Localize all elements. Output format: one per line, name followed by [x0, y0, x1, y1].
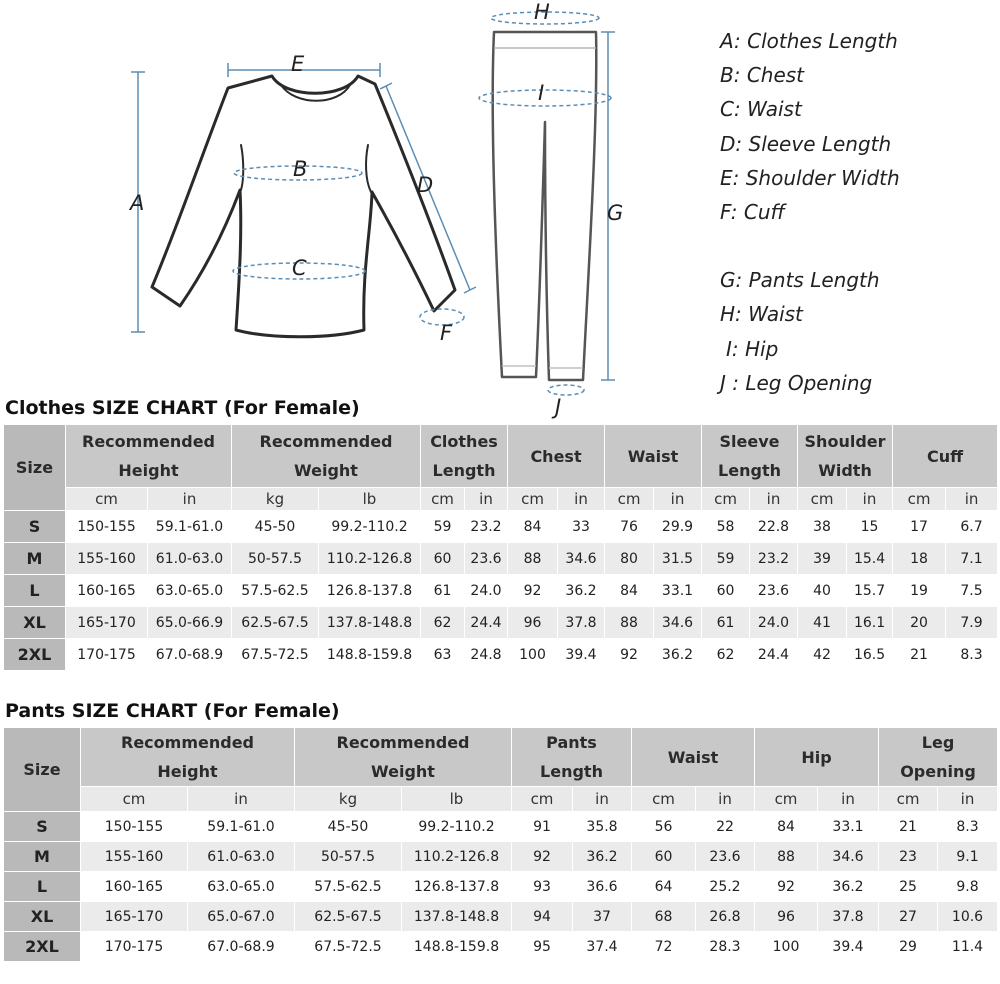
table-cell: 23.2: [750, 543, 798, 575]
table-cell: 60: [632, 842, 696, 872]
table-row: [4, 932, 998, 962]
unit-header: in: [465, 488, 508, 511]
table-cell: 160-165: [81, 872, 188, 902]
table-cell: 40: [798, 575, 847, 607]
table-cell: 84: [755, 812, 818, 842]
table-cell: 67.5-72.5: [232, 639, 319, 671]
size-cell: XL: [4, 902, 81, 932]
table-cell: 36.2: [654, 639, 702, 671]
table-cell: 80: [605, 543, 654, 575]
pants-chart-title: Pants SIZE CHART (For Female): [5, 700, 340, 722]
table-cell: 24.0: [465, 575, 508, 607]
unit-header: in: [558, 488, 605, 511]
ellipse-j: [548, 385, 584, 395]
table-row: [4, 511, 998, 543]
column-header: Clothes Length: [421, 425, 508, 488]
table-cell: 45-50: [232, 511, 319, 543]
table-cell: 36.2: [558, 575, 605, 607]
table-cell: 15: [847, 511, 893, 543]
measurement-legend: [720, 24, 900, 400]
unit-header: in: [148, 488, 232, 511]
table-cell: 100: [755, 932, 818, 962]
legend-item-i: I: Hip: [726, 336, 779, 361]
table-cell: 37.8: [818, 902, 879, 932]
table-cell: 16.1: [847, 607, 893, 639]
unit-header: cm: [755, 787, 818, 812]
table-cell: 50-57.5: [232, 543, 319, 575]
legend-item-a: A: Clothes Length: [720, 29, 898, 53]
table-cell: 34.6: [558, 543, 605, 575]
table-cell: 93: [512, 872, 573, 902]
unit-header: in: [750, 488, 798, 511]
unit-header: lb: [319, 488, 421, 511]
table-cell: 62: [702, 639, 750, 671]
table-cell: 67.0-68.9: [188, 932, 295, 962]
size-cell: 2XL: [4, 932, 81, 962]
legend-item-f: F: Cuff: [720, 199, 785, 224]
table-cell: 35.8: [573, 812, 632, 842]
label-e: E: [291, 52, 305, 76]
table-cell: 165-170: [81, 902, 188, 932]
label-b: B: [293, 157, 308, 181]
table-cell: 59.1-61.0: [148, 511, 232, 543]
table-cell: 25: [879, 872, 938, 902]
table-row: [4, 812, 998, 842]
table-cell: 94: [512, 902, 573, 932]
table-cell: 60: [702, 575, 750, 607]
table-cell: 39.4: [558, 639, 605, 671]
table-cell: 59.1-61.0: [188, 812, 295, 842]
table-cell: 84: [508, 511, 558, 543]
column-header: Hip: [755, 728, 879, 787]
table-cell: 37.4: [573, 932, 632, 962]
table-cell: 7.1: [946, 543, 998, 575]
table-cell: 68: [632, 902, 696, 932]
table-cell: 61: [702, 607, 750, 639]
table-cell: 23.6: [696, 842, 755, 872]
top-garment-outline: [152, 76, 455, 337]
unit-header: cm: [879, 787, 938, 812]
size-cell: M: [4, 543, 66, 575]
table-cell: 126.8-137.8: [402, 872, 512, 902]
table-cell: 67.0-68.9: [148, 639, 232, 671]
size-cell: L: [4, 872, 81, 902]
table-cell: 137.8-148.8: [402, 902, 512, 932]
table-cell: 126.8-137.8: [319, 575, 421, 607]
table-cell: 63: [421, 639, 465, 671]
table-cell: 160-165: [66, 575, 148, 607]
table-cell: 21: [893, 639, 946, 671]
table-cell: 76: [605, 511, 654, 543]
table-cell: 28.3: [696, 932, 755, 962]
label-h: H: [534, 0, 550, 24]
table-cell: 22: [696, 812, 755, 842]
table-cell: 150-155: [66, 511, 148, 543]
unit-header: in: [946, 488, 998, 511]
column-header: Shoulder Width: [798, 425, 893, 488]
table-cell: 92: [512, 842, 573, 872]
table-cell: 155-160: [81, 842, 188, 872]
label-a: A: [130, 191, 145, 215]
legend-item-d: D: Sleeve Length: [720, 131, 892, 156]
table-cell: 42: [798, 639, 847, 671]
label-f: F: [440, 321, 453, 345]
size-cell: L: [4, 575, 66, 607]
unit-header: in: [696, 787, 755, 812]
table-cell: 24.4: [465, 607, 508, 639]
legend-item-e: E: Shoulder Width: [720, 165, 900, 190]
table-cell: 58: [702, 511, 750, 543]
size-cell: S: [4, 511, 66, 543]
table-cell: 36.6: [573, 872, 632, 902]
table-cell: 150-155: [81, 812, 188, 842]
table-cell: 148.8-159.8: [402, 932, 512, 962]
column-header: Recommended Weight: [295, 728, 512, 787]
label-i: I: [538, 81, 545, 105]
column-header: Chest: [508, 425, 605, 488]
column-header: Pants Length: [512, 728, 632, 787]
table-cell: 21: [879, 812, 938, 842]
table-row: [4, 872, 998, 902]
size-cell: S: [4, 812, 81, 842]
unit-header: in: [847, 488, 893, 511]
table-cell: 34.6: [818, 842, 879, 872]
table-cell: 92: [755, 872, 818, 902]
table-cell: 88: [755, 842, 818, 872]
table-cell: 33.1: [818, 812, 879, 842]
table-cell: 100: [508, 639, 558, 671]
table-cell: 62: [421, 607, 465, 639]
unit-header: kg: [232, 488, 319, 511]
table-cell: 50-57.5: [295, 842, 402, 872]
label-d: D: [417, 173, 434, 197]
table-cell: 23.2: [465, 511, 508, 543]
table-cell: 62.5-67.5: [295, 902, 402, 932]
legend-item-j: J : Leg Opening: [720, 370, 873, 395]
table-cell: 148.8-159.8: [319, 639, 421, 671]
table-row: [4, 575, 998, 607]
unit-header: in: [818, 787, 879, 812]
table-cell: 8.3: [938, 812, 998, 842]
table-cell: 96: [508, 607, 558, 639]
unit-header: cm: [512, 787, 573, 812]
column-header: Recommended Weight: [232, 425, 421, 488]
table-cell: 165-170: [66, 607, 148, 639]
table-cell: 65.0-66.9: [148, 607, 232, 639]
table-cell: 9.8: [938, 872, 998, 902]
unit-header: cm: [893, 488, 946, 511]
table-cell: 91: [512, 812, 573, 842]
table-cell: 45-50: [295, 812, 402, 842]
table-cell: 59: [702, 543, 750, 575]
unit-header: cm: [508, 488, 558, 511]
table-cell: 63.0-65.0: [148, 575, 232, 607]
table-cell: 92: [508, 575, 558, 607]
table-cell: 110.2-126.8: [402, 842, 512, 872]
table-cell: 61: [421, 575, 465, 607]
table-cell: 65.0-67.0: [188, 902, 295, 932]
table-cell: 88: [508, 543, 558, 575]
table-row: [4, 639, 998, 671]
table-cell: 39.4: [818, 932, 879, 962]
pants-size-table: [3, 727, 998, 962]
legend-item-h: H: Waist: [720, 302, 803, 327]
column-header: Recommended Height: [81, 728, 295, 787]
table-cell: 61.0-63.0: [188, 842, 295, 872]
column-header: Recommended Height: [66, 425, 232, 488]
table-cell: 17: [893, 511, 946, 543]
unit-header: cm: [421, 488, 465, 511]
column-header: Sleeve Length: [702, 425, 798, 488]
unit-header: in: [654, 488, 702, 511]
table-cell: 23.6: [750, 575, 798, 607]
table-cell: 61.0-63.0: [148, 543, 232, 575]
table-cell: 27: [879, 902, 938, 932]
unit-header: cm: [605, 488, 654, 511]
table-cell: 38: [798, 511, 847, 543]
unit-header: cm: [81, 787, 188, 812]
table-cell: 36.2: [818, 872, 879, 902]
table-cell: 34.6: [654, 607, 702, 639]
table-cell: 99.2-110.2: [319, 511, 421, 543]
table-cell: 15.7: [847, 575, 893, 607]
size-column-header: Size: [4, 425, 66, 511]
table-cell: 25.2: [696, 872, 755, 902]
unit-header: in: [573, 787, 632, 812]
table-cell: 7.5: [946, 575, 998, 607]
table-cell: 72: [632, 932, 696, 962]
table-cell: 16.5: [847, 639, 893, 671]
table-cell: 60: [421, 543, 465, 575]
table-cell: 8.3: [946, 639, 998, 671]
table-cell: 57.5-62.5: [232, 575, 319, 607]
table-cell: 67.5-72.5: [295, 932, 402, 962]
table-cell: 84: [605, 575, 654, 607]
table-cell: 64: [632, 872, 696, 902]
table-cell: 23.6: [465, 543, 508, 575]
unit-header: cm: [702, 488, 750, 511]
column-header: Waist: [605, 425, 702, 488]
clothes-size-table: [3, 424, 998, 671]
table-cell: 92: [605, 639, 654, 671]
table-cell: 63.0-65.0: [188, 872, 295, 902]
table-cell: 57.5-62.5: [295, 872, 402, 902]
size-column-header: Size: [4, 728, 81, 812]
table-cell: 62.5-67.5: [232, 607, 319, 639]
column-header: Cuff: [893, 425, 998, 488]
label-j: J: [555, 395, 562, 419]
table-row: [4, 902, 998, 932]
table-cell: 39: [798, 543, 847, 575]
legend-item-c: C: Waist: [720, 97, 802, 122]
table-cell: 170-175: [81, 932, 188, 962]
table-cell: 110.2-126.8: [319, 543, 421, 575]
table-cell: 24.0: [750, 607, 798, 639]
table-cell: 95: [512, 932, 573, 962]
table-row: [4, 842, 998, 872]
table-cell: 88: [605, 607, 654, 639]
table-cell: 24.4: [750, 639, 798, 671]
column-header: Waist: [632, 728, 755, 787]
table-cell: 99.2-110.2: [402, 812, 512, 842]
table-cell: 20: [893, 607, 946, 639]
table-cell: 29.9: [654, 511, 702, 543]
label-c: C: [292, 256, 307, 280]
unit-header: in: [188, 787, 295, 812]
table-row: [4, 607, 998, 639]
table-cell: 170-175: [66, 639, 148, 671]
table-cell: 137.8-148.8: [319, 607, 421, 639]
size-cell: 2XL: [4, 639, 66, 671]
table-cell: 19: [893, 575, 946, 607]
table-cell: 26.8: [696, 902, 755, 932]
table-cell: 6.7: [946, 511, 998, 543]
table-cell: 7.9: [946, 607, 998, 639]
table-cell: 23: [879, 842, 938, 872]
table-row: [4, 543, 998, 575]
table-cell: 41: [798, 607, 847, 639]
table-cell: 10.6: [938, 902, 998, 932]
unit-header: lb: [402, 787, 512, 812]
legend-item-g: G: Pants Length: [720, 268, 880, 293]
size-cell: XL: [4, 607, 66, 639]
table-cell: 56: [632, 812, 696, 842]
pants-garment-outline: [493, 32, 597, 380]
table-cell: 31.5: [654, 543, 702, 575]
table-cell: 96: [755, 902, 818, 932]
unit-header: cm: [798, 488, 847, 511]
table-cell: 36.2: [573, 842, 632, 872]
unit-header: in: [938, 787, 998, 812]
column-header: Leg Opening: [879, 728, 998, 787]
table-cell: 29: [879, 932, 938, 962]
table-cell: 22.8: [750, 511, 798, 543]
table-cell: 15.4: [847, 543, 893, 575]
table-cell: 37.8: [558, 607, 605, 639]
size-cell: M: [4, 842, 81, 872]
table-cell: 33: [558, 511, 605, 543]
table-cell: 9.1: [938, 842, 998, 872]
table-cell: 59: [421, 511, 465, 543]
clothes-chart-title: Clothes SIZE CHART (For Female): [5, 397, 360, 419]
unit-header: cm: [632, 787, 696, 812]
table-cell: 155-160: [66, 543, 148, 575]
label-g: G: [607, 201, 624, 225]
unit-header: kg: [295, 787, 402, 812]
table-cell: 33.1: [654, 575, 702, 607]
unit-header: cm: [66, 488, 148, 511]
table-cell: 18: [893, 543, 946, 575]
table-cell: 37: [573, 902, 632, 932]
table-cell: 11.4: [938, 932, 998, 962]
legend-item-b: B: Chest: [720, 63, 805, 88]
table-cell: 24.8: [465, 639, 508, 671]
